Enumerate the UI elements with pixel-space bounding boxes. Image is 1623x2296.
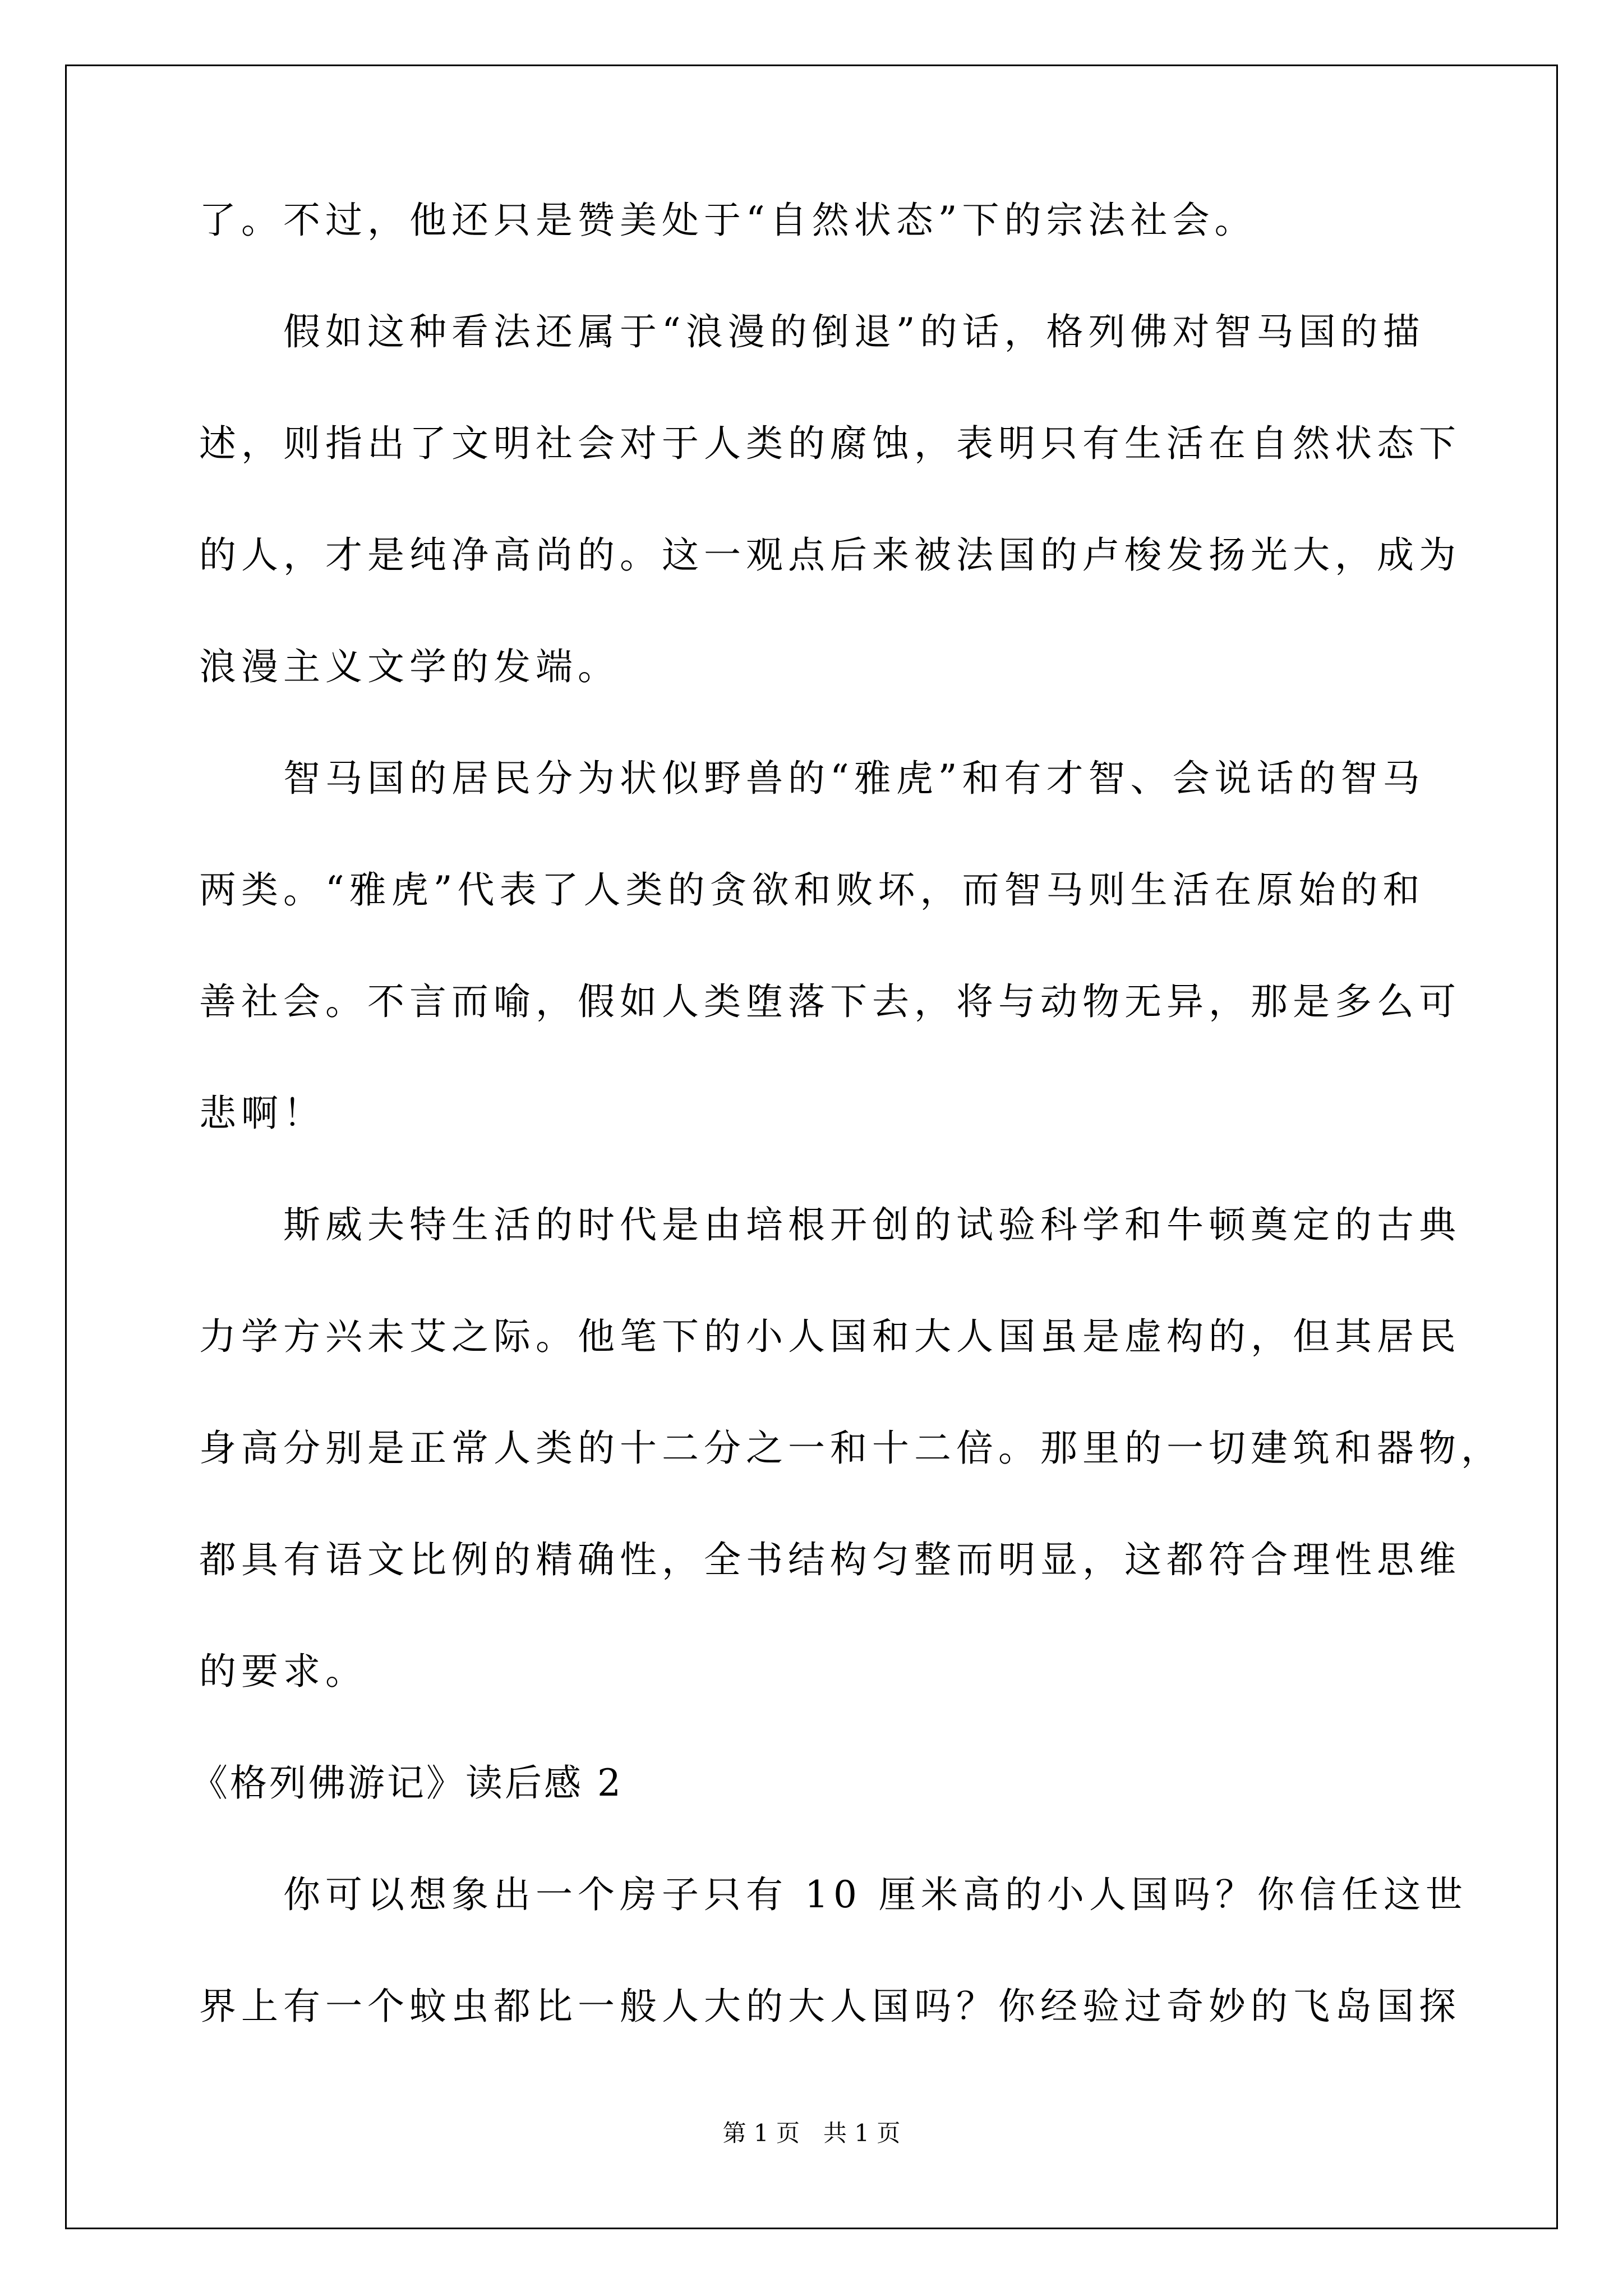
text-line: 斯威夫特生活的时代是由培根开创的试验科学和牛顿奠定的古典 [283,1203,1461,1246]
text-line: 力学方兴未艾之际。他笔下的小人国和大人国虽是虚构的，但其居民 [199,1315,1461,1358]
page-footer: 第 1 页 共 1 页 [722,2119,901,2147]
text-line: 两类。“雅虎”代表了人类的贪欲和败坏，而智马则生活在原始的和 [199,868,1425,912]
document-body [191,199,1503,2100]
text-line: 都具有语文比例的精确性，全书结构匀整而明显，这都符合理性思维 [199,1538,1461,1581]
text-line: 悲啊！ [199,1092,325,1135]
text-line: 浪漫主义文学的发端。 [199,645,620,688]
section-heading: 《格列佛游记》读后感 2 [191,1761,623,1805]
text-line: 智马国的居民分为状似野兽的“雅虎”和有才智、会说话的智马 [283,757,1425,800]
text-line: 界上有一个蚊虫都比一般人大的大人国吗？你经验过奇妙的飞岛国探 [199,1985,1461,2028]
text-line: 善社会。不言而喻，假如人类堕落下去，将与动物无异，那是多么可 [199,980,1461,1023]
text-line: 了。不过，他还只是赞美处于“自然状态”下的宗法社会。 [199,199,1257,242]
text-line: 身高分别是正常人类的十二分之一和十二倍。那里的一切建筑和器物， [199,1427,1503,1470]
text-line: 假如这种看法还属于“浪漫的倒退”的话，格列佛对智马国的描 [283,310,1425,353]
text-line: 的人，才是纯净高尚的。这一观点后来被法国的卢梭发扬光大，成为 [199,533,1461,577]
text-line: 你可以想象出一个房子只有 10 厘米高的小人国吗？你信任这世 [283,1873,1468,1916]
text-line: 述，则指出了文明社会对于人类的腐蚀，表明只有生活在自然状态下 [199,422,1461,465]
text-line: 的要求。 [199,1650,367,1693]
